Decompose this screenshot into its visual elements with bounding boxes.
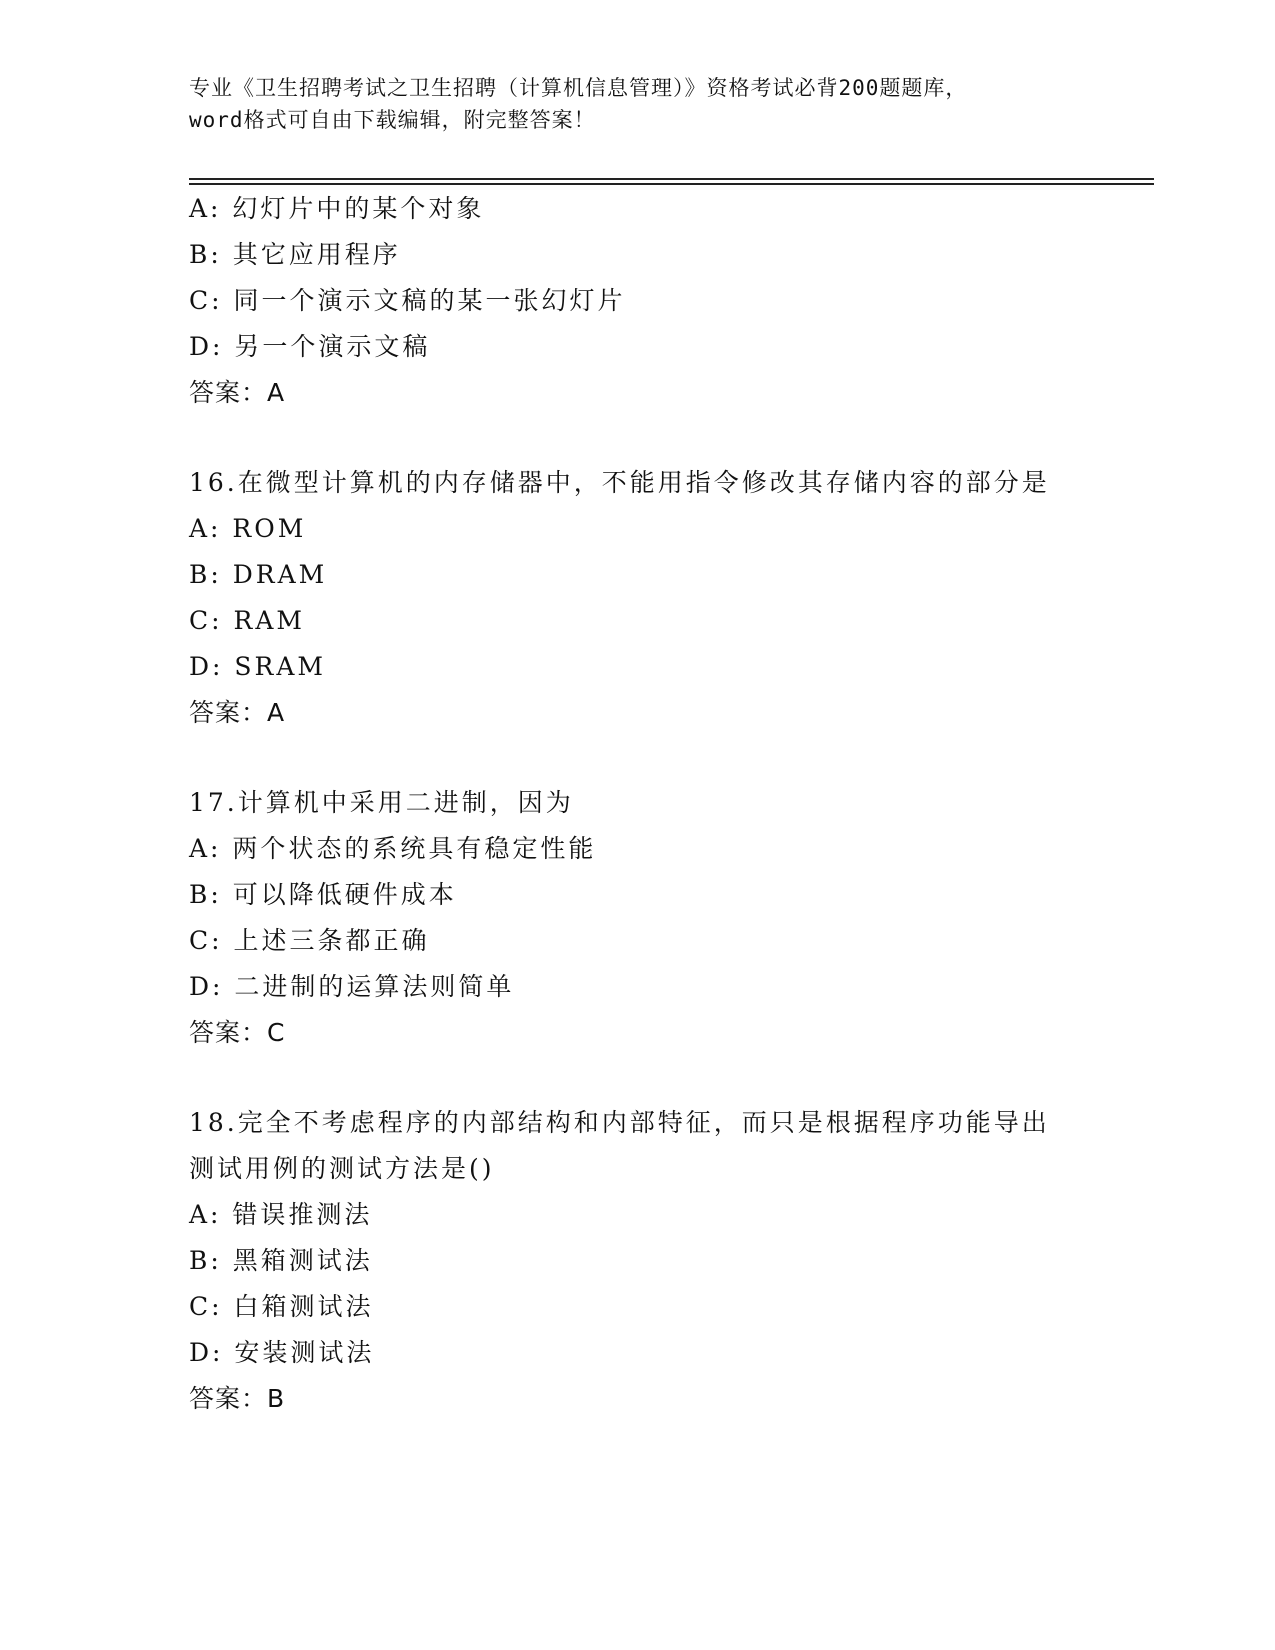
question-16-block xyxy=(189,460,1089,736)
option-c: C: 同一个演示文稿的某一张幻灯片 xyxy=(189,286,626,315)
spacer xyxy=(189,1056,1089,1100)
option-a: A: ROM xyxy=(189,514,307,543)
question-18-block xyxy=(189,1100,1089,1422)
question-list xyxy=(189,186,1089,1422)
option-d: D: 另一个演示文稿 xyxy=(189,332,431,361)
option-c: C: 白箱测试法 xyxy=(189,1292,374,1321)
option-c: C: RAM xyxy=(189,606,305,635)
option-c: C: 上述三条都正确 xyxy=(189,926,430,955)
header-line-2: word格式可自由下载编辑，附完整答案！ xyxy=(189,108,596,132)
option-b: B: 黑箱测试法 xyxy=(189,1246,373,1275)
option-b: B: 可以降低硬件成本 xyxy=(189,880,457,909)
spacer xyxy=(189,416,1089,460)
header-divider-bottom xyxy=(189,183,1154,185)
answer: 答案：A xyxy=(189,378,286,407)
question-text: 17.计算机中采用二进制，因为 xyxy=(189,788,574,817)
option-a: A: 幻灯片中的某个对象 xyxy=(189,194,485,223)
option-d: D: 安装测试法 xyxy=(189,1338,375,1367)
answer: 答案：A xyxy=(189,698,286,727)
option-b: B: DRAM xyxy=(189,560,328,589)
document-header xyxy=(189,72,1089,136)
question-text-line-1: 18.完全不考虑程序的内部结构和内部特征，而只是根据程序功能导出 xyxy=(189,1108,1050,1137)
option-a: A: 两个状态的系统具有稳定性能 xyxy=(189,834,597,863)
header-divider-top xyxy=(189,178,1154,180)
question-text: 16.在微型计算机的内存储器中，不能用指令修改其存储内容的部分是 xyxy=(189,468,1050,497)
option-b: B: 其它应用程序 xyxy=(189,240,401,269)
question-text-line-2: 测试用例的测试方法是() xyxy=(189,1154,495,1183)
answer: 答案：B xyxy=(189,1384,286,1413)
option-d: D: SRAM xyxy=(189,652,327,681)
answer: 答案：C xyxy=(189,1018,286,1047)
question-17-block xyxy=(189,780,1089,1056)
option-d: D: 二进制的运算法则简单 xyxy=(189,972,515,1001)
spacer xyxy=(189,736,1089,780)
option-a: A: 错误推测法 xyxy=(189,1200,373,1229)
header-line-1: 专业《卫生招聘考试之卫生招聘（计算机信息管理）》资格考试必背200题题库， xyxy=(189,76,968,100)
question-15-block xyxy=(189,186,1089,416)
